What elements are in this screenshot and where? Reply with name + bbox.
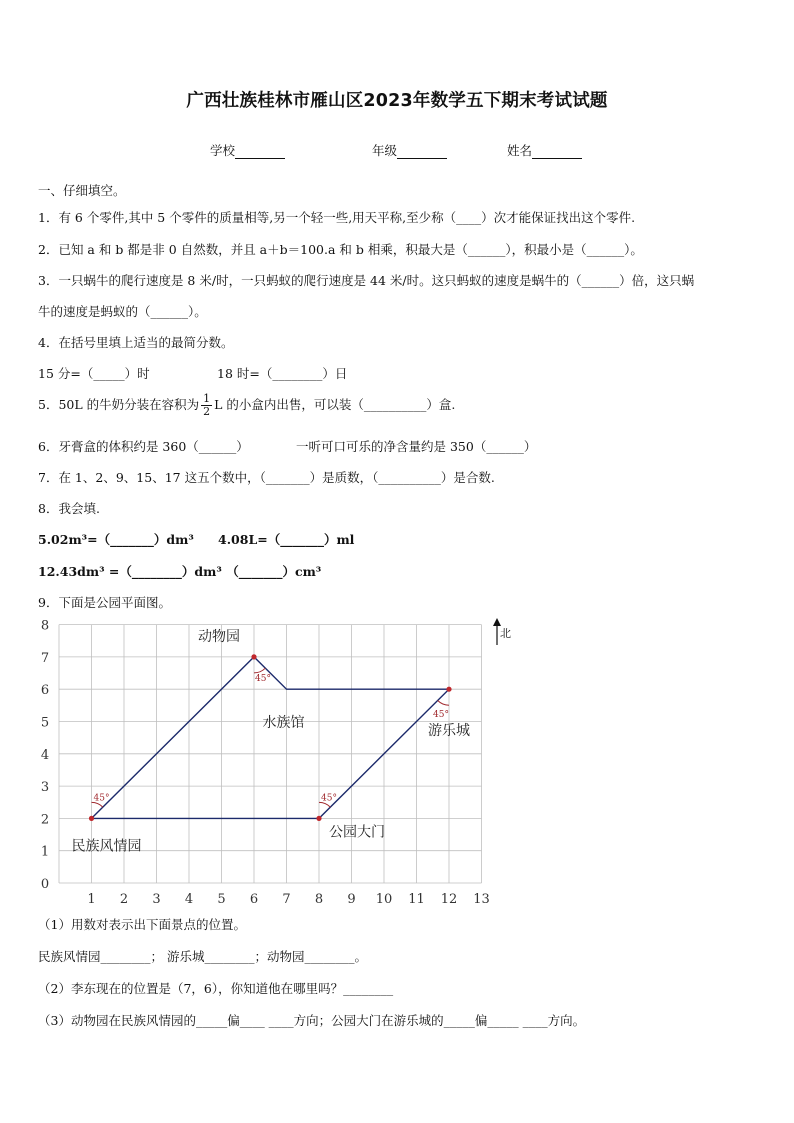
location-point (89, 816, 94, 821)
question-4a: 15 分=（_____）时 (38, 366, 150, 381)
question-8: 8．我会填. (38, 501, 100, 516)
school-label: 学校 (210, 143, 236, 158)
y-tick-label: 2 (40, 812, 50, 828)
x-tick-label: 8 (314, 892, 324, 906)
question-8c: 12.43dm³ =（________）dm³ （_______）cm³ (38, 564, 322, 579)
x-tick-label: 13 (473, 892, 490, 906)
school-field (210, 141, 285, 159)
angle-label: 45° (93, 793, 110, 804)
location-label: 公园大门 (329, 824, 385, 841)
x-tick-label: 1 (87, 892, 96, 906)
location-label: 游乐城 (428, 723, 470, 740)
x-tick-label: 6 (249, 892, 259, 906)
x-tick-label: 11 (408, 892, 425, 906)
angle-arc (254, 668, 265, 673)
y-tick-label: 4 (40, 747, 50, 763)
angle-arc (438, 701, 449, 706)
grade-label: 年级 (372, 143, 398, 158)
fraction-numerator: 1 (203, 392, 211, 405)
question-1: 1．有 6 个零件,其中 5 个零件的质量相等,另一个轻一些,用天平称,至少称（____）次才能保证找出这个零件. (38, 210, 636, 225)
name-label: 姓名 (507, 143, 533, 158)
school-blank[interactable] (235, 145, 285, 159)
question-3-line-1: 3．一只蜗牛的爬行速度是 8 米/时，一只蚂蚁的爬行速度是 44 米/时。这只蚂蚁的速度是蜗牛的（______）倍，这只蜗 (38, 273, 695, 288)
x-tick-label: 4 (184, 892, 194, 906)
question-9-2: （2）李东现在的位置是（7，6），你知道他在哪里吗？________ (38, 981, 394, 996)
question-5-post: L 的小盒内出售，可以装（__________）盒. (214, 397, 456, 412)
y-tick-label: 8 (40, 618, 50, 634)
y-tick-label: 1 (40, 844, 50, 860)
question-9: 9．下面是公园平面图。 (38, 595, 171, 610)
fraction (201, 393, 212, 418)
question-2: 2．已知 a 和 b 都是非 0 自然数，并且 a＋b＝100.a 和 b 相乘，积最大是（______），积最小是（______）。 (38, 242, 643, 257)
y-tick-label: 7 (40, 650, 50, 666)
question-8b: 4.08L=（_______）ml (218, 532, 355, 547)
location-label: 动物园 (198, 628, 240, 645)
x-tick-label: 12 (440, 892, 458, 906)
y-tick-label: 3 (40, 780, 50, 796)
question-6a: 6．牙膏盒的体积约是 360（______） (38, 439, 249, 454)
question-4b: 18 时=（________）日 (217, 366, 348, 381)
question-4: 4．在括号里填上适当的最简分数。 (38, 335, 234, 350)
angle-label: 45° (321, 793, 337, 804)
location-label: 水族馆 (262, 715, 305, 732)
question-3-line-2: 牛的速度是蚂蚁的（______）。 (38, 304, 207, 319)
location-point (251, 654, 256, 659)
x-tick-label: 9 (347, 892, 356, 906)
question-5 (38, 393, 455, 418)
question-9-3: （3）动物园在民族风情园的_____偏____ ____方向；公园大门在游乐城的_____偏_____ ____方向。 (38, 1013, 586, 1028)
y-tick-label: 0 (40, 877, 50, 892)
fraction-denominator: 2 (203, 405, 211, 418)
x-tick-label: 7 (282, 892, 291, 906)
question-9-1-blanks: 民族风情园________； 游乐城________；动物园________。 (38, 949, 367, 964)
x-tick-label: 5 (217, 892, 226, 906)
location-point (446, 687, 451, 692)
grade-field (372, 141, 447, 159)
name-field (507, 141, 582, 159)
page-title: 广西壮族桂林市雁山区2023年数学五下期末考试试题 (186, 91, 608, 111)
location-label: 民族风情园 (71, 838, 142, 855)
question-7: 7．在 1、2、9、15、17 这五个数中，（_______）是质数，（__________）是合数. (38, 470, 495, 485)
y-tick-label: 5 (40, 715, 50, 731)
question-8a: 5.02m³=（_______）dm³ (38, 532, 194, 547)
north-label: 北 (500, 627, 511, 640)
question-5-pre: 5．50L 的牛奶分装在容积为 (38, 397, 200, 412)
north-arrow-icon (493, 618, 501, 626)
x-tick-label: 10 (375, 892, 393, 906)
section-heading: 一、仔细填空。 (38, 183, 126, 198)
angle-label: 45° (255, 673, 271, 684)
y-tick-label: 6 (40, 683, 50, 699)
angle-label: 45° (433, 710, 449, 721)
x-tick-label: 3 (152, 892, 161, 906)
name-blank[interactable] (532, 145, 582, 159)
location-point (316, 816, 321, 821)
park-map-chart (0, 610, 794, 906)
grade-blank[interactable] (397, 145, 447, 159)
question-9-1: （1）用数对表示出下面景点的位置。 (38, 917, 246, 932)
question-6b: 一听可口可乐的净含量约是 350（______） (296, 439, 537, 454)
x-tick-label: 2 (119, 892, 129, 906)
